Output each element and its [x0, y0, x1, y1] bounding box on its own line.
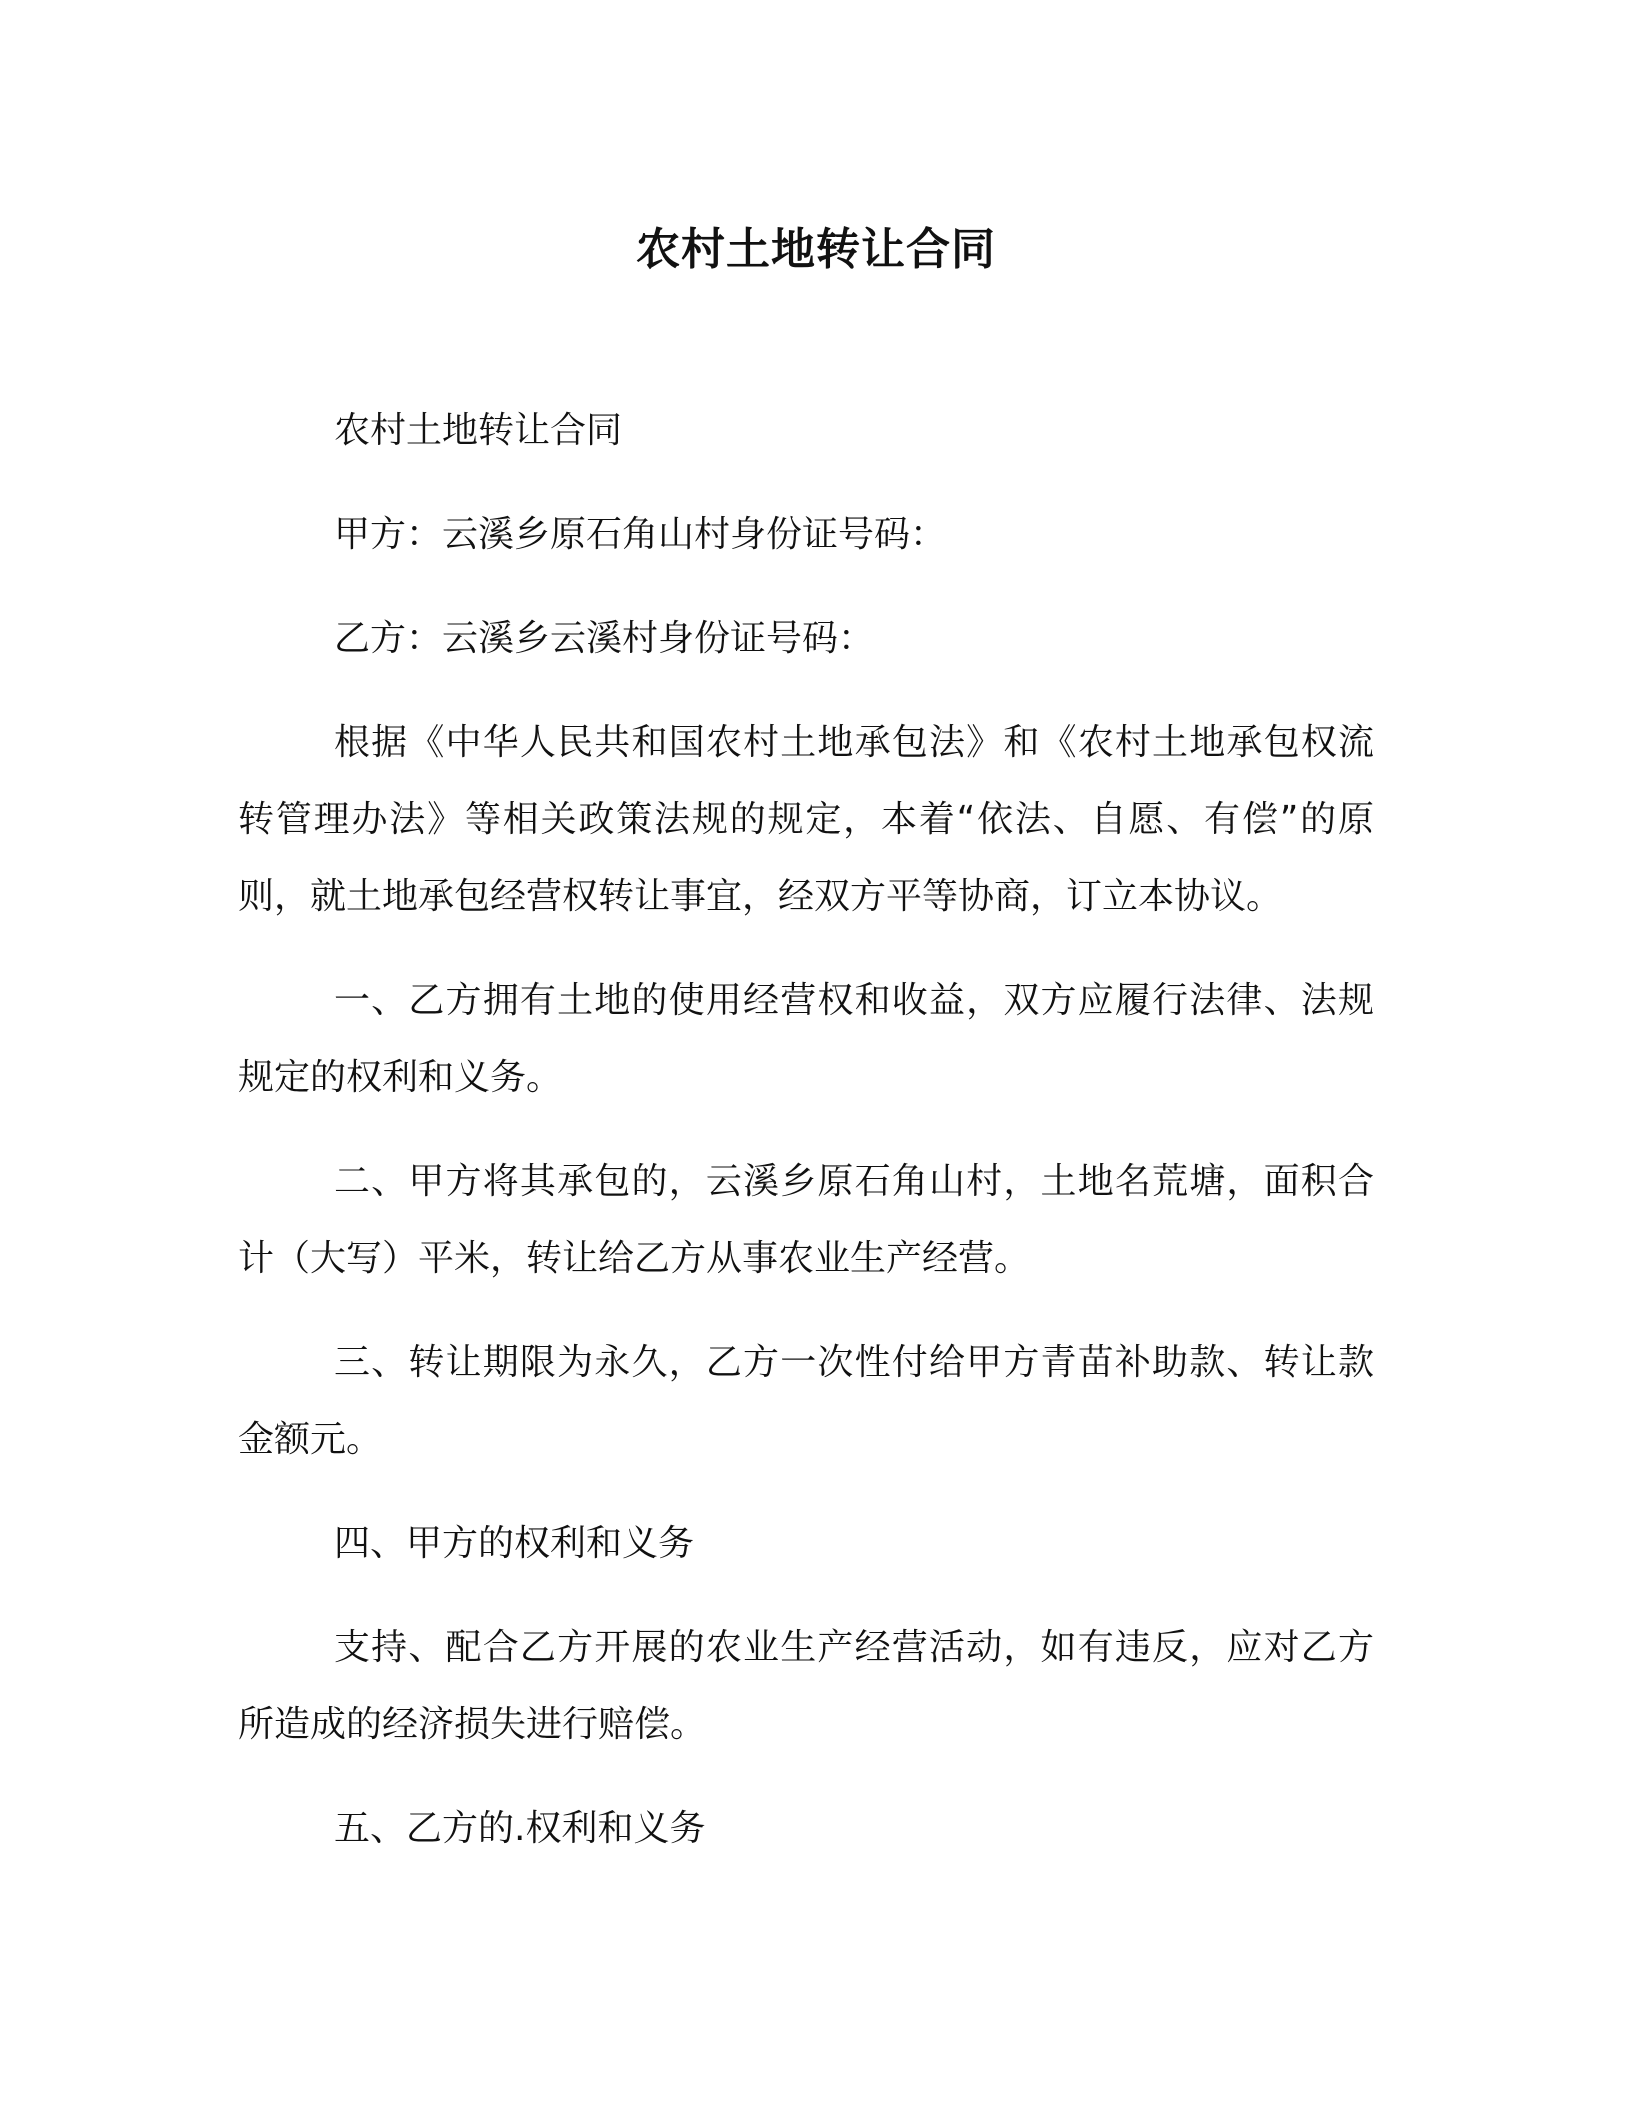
document-title: 农村土地转让合同 [636, 224, 996, 275]
clause-3-paragraph: 三、转让期限为永久，乙方一次性付给甲方青苗补助款、转让款金额元。 [238, 1342, 1374, 1460]
clause-5-heading: 五、乙方的.权利和义务 [334, 1808, 706, 1849]
document-body [238, 392, 1374, 1894]
party-a-paragraph: 甲方：云溪乡原石角山村身份证号码： [334, 514, 947, 555]
preamble-paragraph: 根据《中华人民共和国农村土地承包法》和《农村土地承包权流转管理办法》等相关政策法规的规定，本着“依法、自愿、有偿”的原则，就土地承包经营权转让事宜，经双方平等协商，订立本协议。 [238, 722, 1374, 917]
clause-4-body: 支持、配合乙方开展的农业生产经营活动，如有违反，应对乙方所造成的经济损失进行赔偿。 [238, 1627, 1374, 1745]
party-b-paragraph: 乙方：云溪乡云溪村身份证号码： [334, 618, 875, 659]
subtitle-paragraph: 农村土地转让合同 [334, 410, 623, 451]
clause-2-paragraph: 二、甲方将其承包的，云溪乡原石角山村，土地名荒塘，面积合计（大写）平米，转让给乙方从事农业生产经营。 [238, 1161, 1374, 1279]
clause-1-paragraph: 一、乙方拥有土地的使用经营权和收益，双方应履行法律、法规规定的权利和义务。 [238, 980, 1374, 1098]
clause-4-heading: 四、甲方的权利和义务 [334, 1523, 695, 1564]
